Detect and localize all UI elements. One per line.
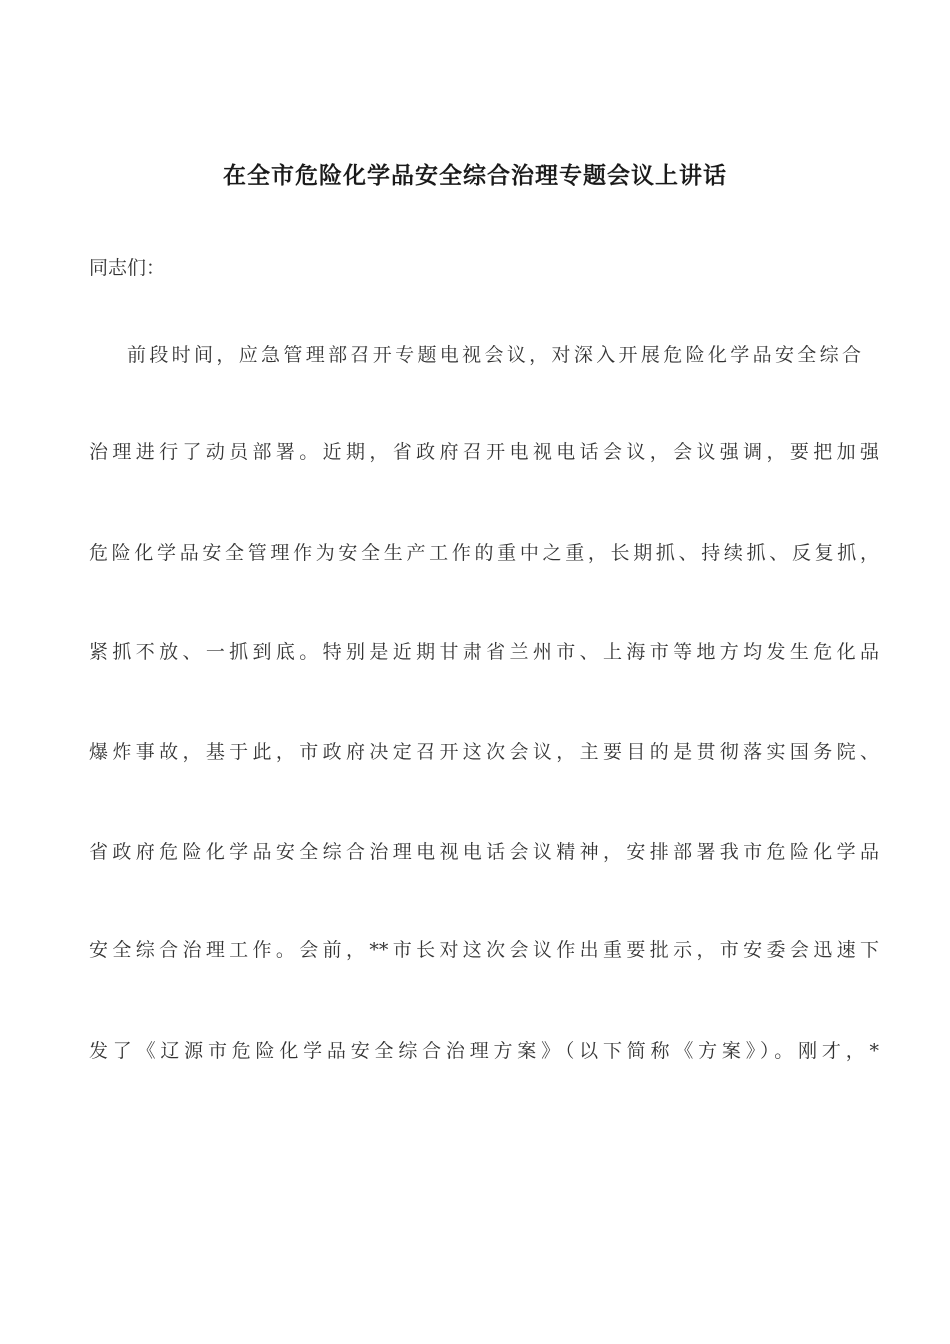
body-line-8: 发了《辽源市危险化学品安全综合治理方案》（以下简称《方案》）。刚才，* [89,1040,879,1062]
salutation: 同志们： [89,257,166,279]
body-line-6: 省政府危险化学品安全综合治理电视电话会议精神，安排部署我市危险化学品 [89,841,879,863]
body-line-2: 治理进行了动员部署。近期，省政府召开电视电话会议，会议强调，要把加强 [89,441,879,463]
body-line-5: 爆炸事故，基于此，市政府决定召开这次会议，主要目的是贯彻落实国务院、 [89,741,879,763]
body-line-3: 危险化学品安全管理作为安全生产工作的重中之重，长期抓、持续抓、反复抓， [89,542,879,564]
document-title: 在全市危险化学品安全综合治理专题会议上讲话 [223,162,727,189]
body-line-1: 前段时间，应急管理部召开专题电视会议，对深入开展危险化学品安全综合 [127,344,861,366]
body-line-4: 紧抓不放、一抓到底。特别是近期甘肃省兰州市、上海市等地方均发生危化品 [89,641,879,663]
body-line-7: 安全综合治理工作。会前，**市长对这次会议作出重要批示，市安委会迅速下 [89,939,879,961]
